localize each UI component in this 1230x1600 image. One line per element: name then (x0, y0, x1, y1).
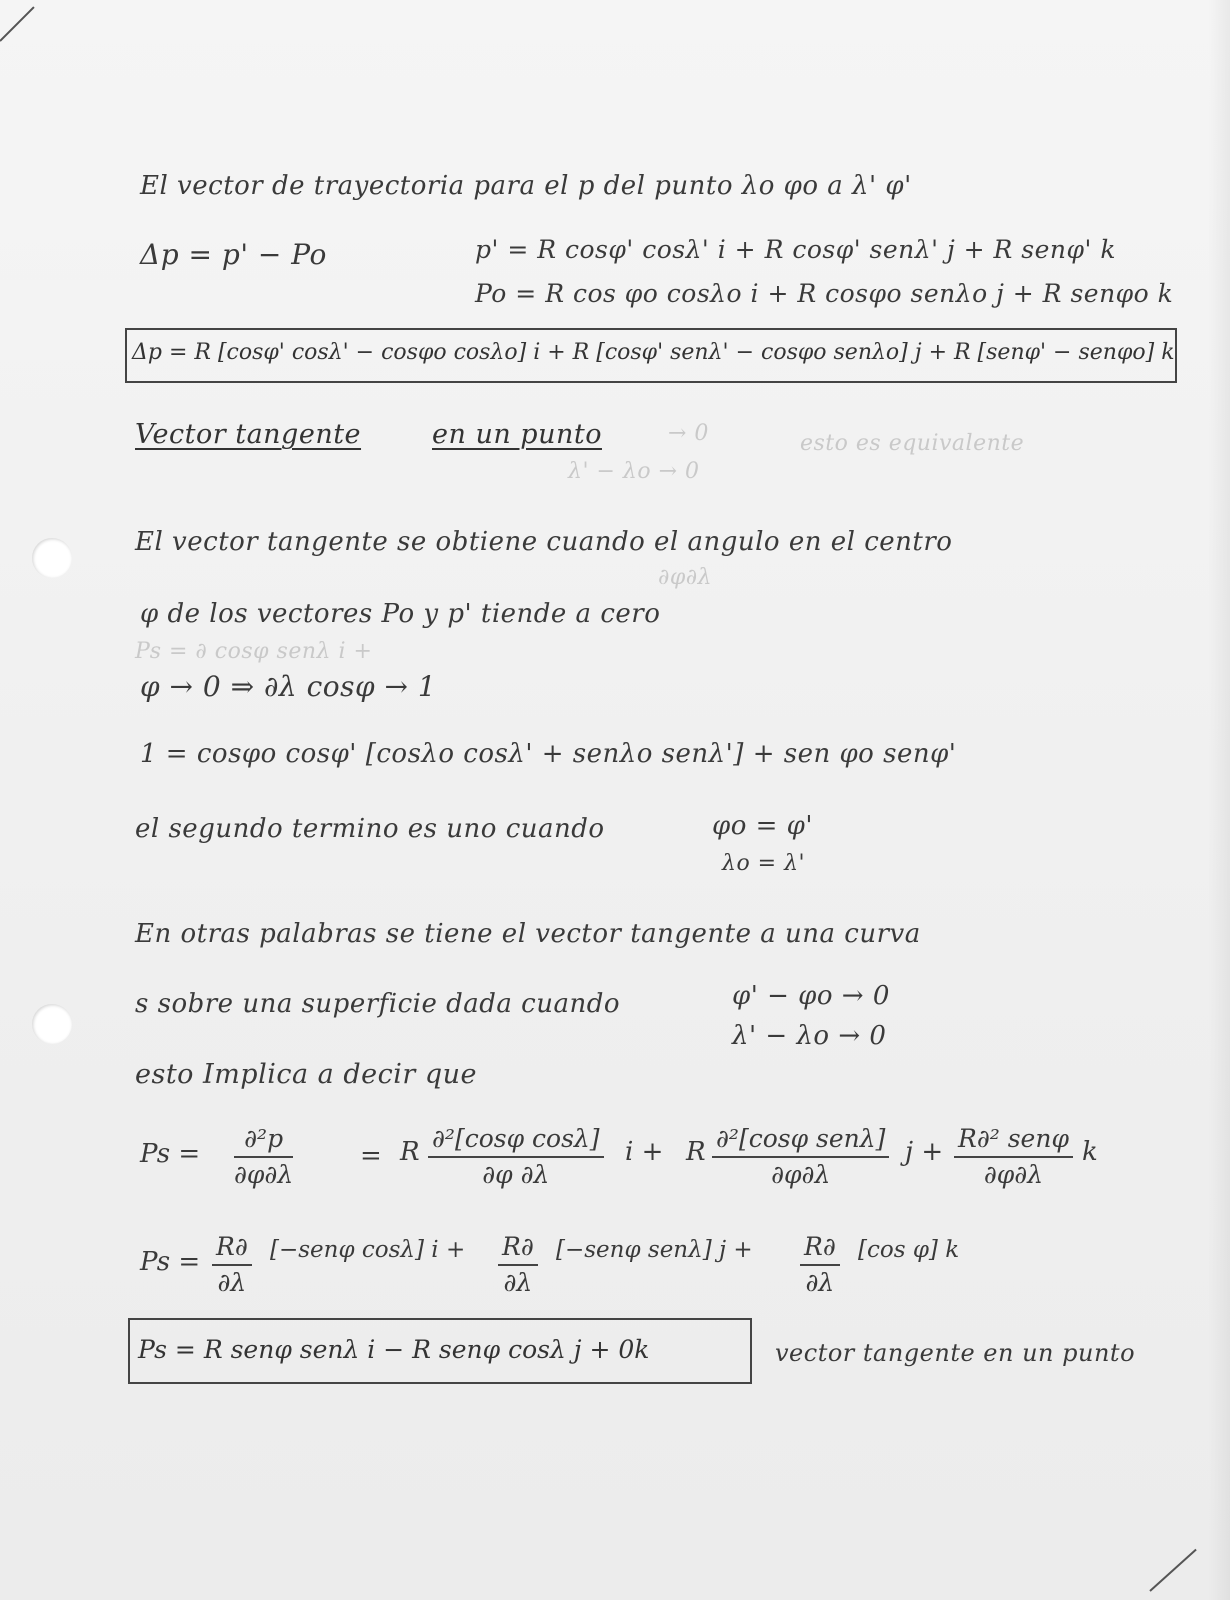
in-other-words: En otras palabras se tiene el vector tangente a una curva (135, 919, 921, 949)
eq1-term2-coef: R (686, 1137, 706, 1167)
punch-hole-top (32, 538, 72, 578)
eq2-fraction-1 (212, 1232, 252, 1298)
trajectory-vector-intro: El vector de trayectoria para el p del punto λo φo a λ' φ' (140, 171, 912, 201)
eq1-term1-unit: i + (625, 1137, 664, 1167)
condition-lambda: λo = λ' (722, 851, 806, 876)
condition-phi: φo = φ' (712, 811, 814, 841)
eq1-fraction-3 (712, 1124, 889, 1190)
eq1-fraction-2 (428, 1124, 604, 1190)
eq1-term3-unit: k (1082, 1137, 1098, 1167)
eq2-fraction-2 (498, 1232, 538, 1298)
eq1-term2-unit: j + (905, 1137, 944, 1167)
eq1-fraction-1 (234, 1124, 293, 1190)
erased-note-a: → 0 (668, 421, 709, 446)
erased-note-c: esto es equivalente (800, 431, 1025, 456)
eq1-fraction-1-den: ∂φ∂λ (234, 1160, 294, 1189)
po-expression: Po = R cos φo cosλo i + R cosφo senλo j + R senφo k (475, 279, 1174, 308)
implies-statement: esto Implica a decir que (135, 1059, 477, 1090)
erased-note-d: ∂φ∂λ (658, 565, 713, 590)
cosine-identity: 1 = cosφo cosφ' [cosλo cosλ' + senλo senλ'] + sen φo senφ' (140, 739, 957, 769)
limit-statement: φ → 0 ⇒ ∂λ cosφ → 1 (140, 670, 437, 703)
p-prime-expression: p' = R cosφ' cosλ' i + R cosφ' senλ' j + R senφ' k (475, 235, 1117, 264)
eq2-fraction-2-den: ∂λ (503, 1268, 533, 1297)
eq2-fraction-3 (800, 1232, 840, 1298)
eq2-term2: [−senφ senλ] j + (556, 1237, 753, 1263)
eq2-fraction-2-num: R∂ (498, 1232, 538, 1266)
eq1-fraction-1-num: ∂²p (234, 1124, 293, 1158)
eq1-fraction-4-den: ∂φ∂λ (983, 1160, 1044, 1189)
second-term-condition: el segundo termino es uno cuando (135, 814, 605, 844)
eq1-equals: = (360, 1141, 382, 1171)
eq2-term1: [−senφ cosλ] i + (270, 1237, 466, 1263)
delta-p-result: Δp = R [cosφ' cosλ' − cosφo cosλo] i + R [cosφ' senλ' − cosφo senλo] j + R [senφ' − senφo] k (132, 340, 1175, 365)
eq2-term3: [cos φ] k (858, 1237, 960, 1263)
eq1-fraction-3-den: ∂φ∂λ (771, 1160, 831, 1189)
final-result: Ps = R senφ senλ i − R senφ cosλ j + 0k (138, 1335, 650, 1364)
eq1-lhs: Ps = (140, 1139, 201, 1169)
erased-note-b: λ' − λo → 0 (568, 459, 700, 484)
eq2-fraction-1-den: ∂λ (217, 1268, 247, 1297)
eq2-fraction-3-den: ∂λ (805, 1268, 835, 1297)
eq1-term1-coef: R (400, 1137, 420, 1167)
eq1-fraction-4-num: R∂² senφ (954, 1124, 1073, 1158)
surface-condition-phi: φ' − φo → 0 (732, 981, 890, 1011)
eq2-fraction-3-num: R∂ (800, 1232, 840, 1266)
tangent-vector-explanation: El vector tangente se obtiene cuando el angulo en el centro (135, 527, 953, 557)
eq1-fraction-4 (954, 1124, 1073, 1190)
section-heading-at-a-point: en un punto (432, 419, 602, 450)
punch-hole-bottom (32, 1004, 72, 1044)
page-edge-shadow (1208, 0, 1230, 1600)
surface-condition-lambda: λ' − λo → 0 (732, 1021, 887, 1051)
vectors-tend-to-zero: φ de los vectores Po y p' tiende a cero (140, 599, 661, 629)
eq1-fraction-2-den: ∂φ ∂λ (482, 1160, 550, 1189)
eq2-lhs: Ps = (140, 1247, 201, 1277)
section-heading-tangent-vector: Vector tangente (135, 419, 362, 450)
delta-p-definition: Δp = p' − Po (140, 238, 327, 271)
surface-condition: s sobre una superficie dada cuando (135, 989, 620, 1019)
eq1-fraction-3-num: ∂²[cosφ senλ] (712, 1124, 889, 1158)
final-result-note: vector tangente en un punto (775, 1339, 1136, 1367)
eq1-fraction-2-num: ∂²[cosφ cosλ] (428, 1124, 604, 1158)
eq2-fraction-1-num: R∂ (212, 1232, 252, 1266)
erased-note-e: Ps = ∂ cosφ senλ i + (135, 639, 373, 664)
